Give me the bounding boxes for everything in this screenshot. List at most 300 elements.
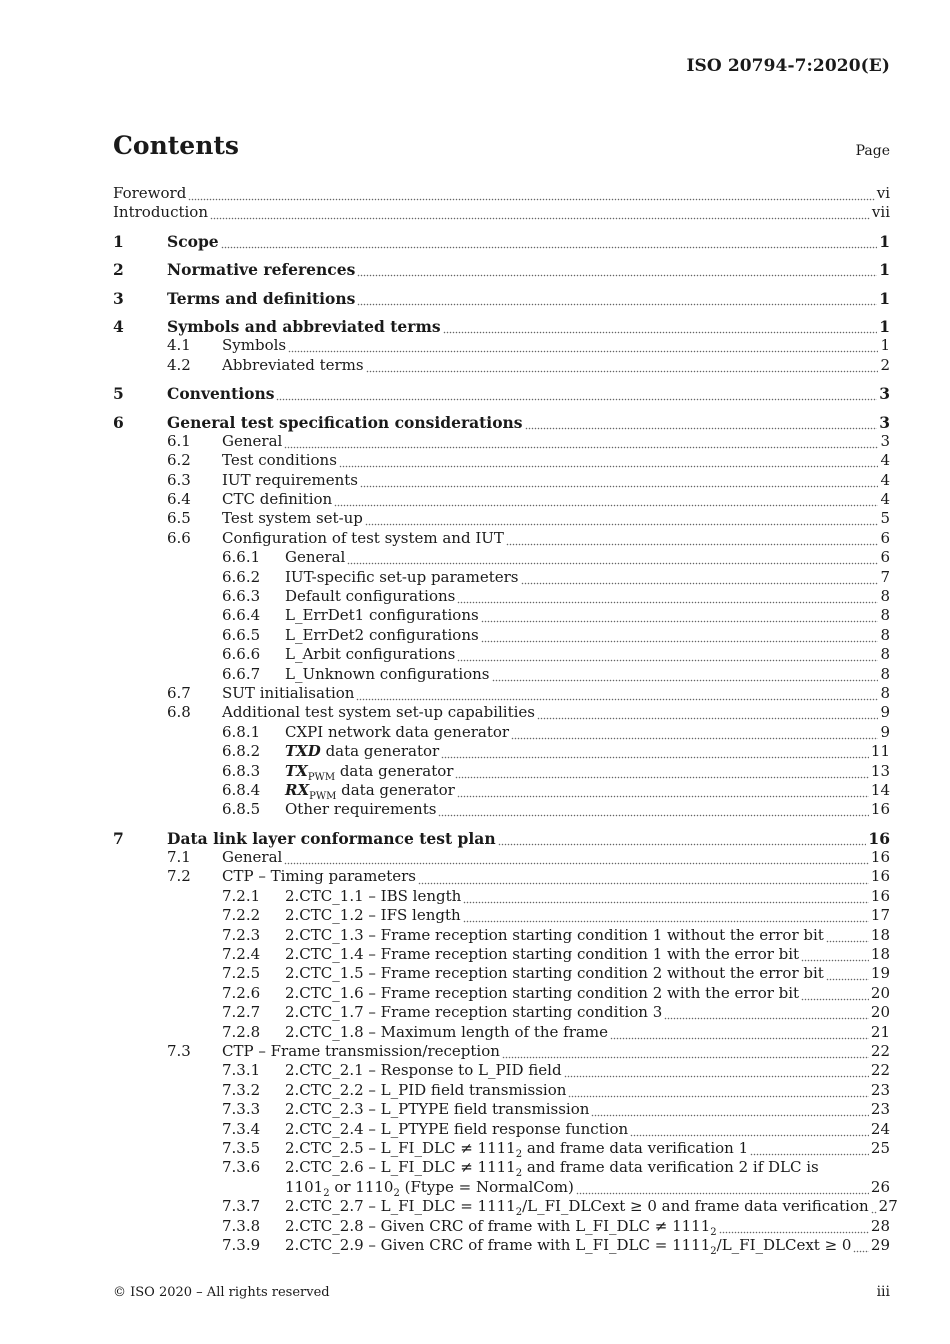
page-column-label: Page bbox=[855, 143, 890, 159]
section-number: 6.8.5 bbox=[222, 800, 261, 819]
toc-entry[interactable] bbox=[113, 626, 890, 645]
leader-dots bbox=[481, 606, 879, 625]
title-text: and frame data verification 1 bbox=[522, 1138, 749, 1157]
toc-entry[interactable] bbox=[113, 781, 890, 800]
toc-entry-title: General test specification considerations bbox=[167, 412, 523, 432]
toc-entry[interactable] bbox=[113, 723, 890, 742]
section-number: 6.6.7 bbox=[222, 664, 261, 683]
toc-entry[interactable] bbox=[113, 762, 890, 781]
toc-page-number: 1 bbox=[879, 231, 890, 251]
title-text: data generator bbox=[335, 761, 454, 780]
leader-dots bbox=[334, 490, 878, 509]
leader-dots bbox=[284, 432, 878, 451]
leader-dots bbox=[511, 723, 878, 742]
toc-page-number: 9 bbox=[880, 703, 890, 722]
toc-page-number: 20 bbox=[870, 1003, 890, 1022]
toc-entry-title: 2.CTC_1.7 – Frame reception starting condition 3 bbox=[285, 1003, 663, 1022]
subscript: PWM bbox=[307, 771, 336, 783]
leader-dots bbox=[366, 356, 879, 375]
toc-entry[interactable] bbox=[113, 232, 890, 251]
toc-entry[interactable] bbox=[113, 645, 890, 664]
toc-page-number: 18 bbox=[870, 945, 890, 964]
toc-entry[interactable] bbox=[113, 906, 890, 925]
toc-entry-number bbox=[113, 1081, 285, 1100]
toc-page-number: 23 bbox=[870, 1080, 890, 1099]
toc-page-number: 5 bbox=[880, 509, 890, 528]
leader-dots bbox=[284, 848, 869, 867]
toc-entry-title bbox=[285, 762, 453, 781]
toc-page-number: 4 bbox=[880, 451, 890, 470]
title-text: and frame data verification 2 if DLC is bbox=[522, 1158, 819, 1177]
section-number: 7.3.7 bbox=[222, 1197, 261, 1216]
toc-page-number: 20 bbox=[870, 983, 890, 1002]
toc-entry-number bbox=[113, 665, 285, 684]
leader-dots bbox=[347, 548, 878, 567]
section-number: 4.1 bbox=[167, 336, 191, 355]
toc-entry[interactable] bbox=[113, 1158, 890, 1197]
toc-entry-title: L_ErrDet1 configurations bbox=[285, 606, 479, 625]
leader-dots bbox=[356, 684, 878, 703]
toc-entry-number bbox=[113, 945, 285, 964]
toc-page-number: 16 bbox=[868, 828, 890, 848]
toc-entry-number bbox=[113, 317, 167, 336]
section-number: 7.2.1 bbox=[222, 886, 261, 905]
toc-page-number: 18 bbox=[870, 925, 890, 944]
leader-dots bbox=[537, 703, 878, 722]
toc-entry[interactable] bbox=[113, 1100, 890, 1119]
toc-entry-title bbox=[285, 1197, 869, 1219]
title-text: (Ftype = NormalCom) bbox=[399, 1177, 574, 1196]
toc-entry-title bbox=[285, 1158, 890, 1197]
toc-page-number: 22 bbox=[870, 1061, 890, 1080]
toc-entry[interactable] bbox=[113, 471, 890, 490]
toc-entry-title: Test system set-up bbox=[222, 509, 363, 528]
leader-dots bbox=[339, 451, 879, 470]
toc-entry-number bbox=[113, 471, 222, 490]
section-number: 7.3.2 bbox=[222, 1080, 261, 1099]
title-text: 1101 bbox=[285, 1177, 324, 1196]
toc-entry-title: CTC definition bbox=[222, 490, 333, 509]
toc-entry[interactable] bbox=[113, 945, 890, 964]
leader-dots bbox=[455, 762, 868, 781]
title-text: 2.CTC_2.8 – Given CRC of frame with L_FI_DLC ≠ 1111 bbox=[285, 1216, 711, 1235]
toc-entry[interactable] bbox=[113, 336, 890, 355]
toc-entry-number bbox=[113, 906, 285, 925]
toc-entry-title: 2.CTC_2.3 – L_PTYPE field transmission bbox=[285, 1100, 590, 1119]
title-line-2-text bbox=[285, 1178, 574, 1197]
toc-page-number: 4 bbox=[880, 490, 890, 509]
toc-page-number: 1 bbox=[879, 288, 890, 308]
toc-page-number: 3 bbox=[879, 412, 890, 432]
toc-entry-title: 2.CTC_1.8 – Maximum length of the frame bbox=[285, 1022, 608, 1041]
section-number: 7 bbox=[113, 828, 124, 848]
section-number: 6 bbox=[113, 412, 124, 432]
toc-page-number: 2 bbox=[880, 355, 890, 374]
leader-dots bbox=[457, 587, 878, 606]
toc-page-number: 1 bbox=[880, 336, 890, 355]
toc-page-number: 4 bbox=[880, 470, 890, 489]
toc-entry[interactable] bbox=[113, 868, 890, 887]
subscript: 2 bbox=[710, 1245, 717, 1257]
toc-entry-number bbox=[113, 232, 167, 251]
subscript: 2 bbox=[393, 1187, 400, 1199]
toc-entry[interactable] bbox=[113, 1003, 890, 1022]
toc-entry[interactable] bbox=[113, 742, 890, 761]
toc-entry-title: 2.CTC_1.3 – Frame reception starting condition 1 without the error bit bbox=[285, 925, 824, 944]
title-text: data generator bbox=[320, 742, 440, 761]
leader-dots bbox=[221, 232, 878, 251]
leader-dots bbox=[441, 742, 869, 761]
toc-entry[interactable] bbox=[113, 203, 890, 222]
title-line-2 bbox=[285, 1178, 890, 1197]
toc-entry-title bbox=[285, 1236, 851, 1255]
toc-page-number: 1 bbox=[879, 316, 890, 336]
subscript: PWM bbox=[309, 790, 337, 802]
toc-entry-number bbox=[113, 964, 285, 983]
title-text: 2.CTC_2.7 – L_FI_DLC = 1111 bbox=[285, 1197, 516, 1216]
toc-entry[interactable] bbox=[113, 926, 890, 945]
section-number: 5 bbox=[113, 384, 124, 404]
toc-entry[interactable] bbox=[113, 1120, 890, 1139]
leader-dots bbox=[498, 829, 867, 848]
section-number: 4.2 bbox=[167, 355, 191, 374]
section-number: 7.2.3 bbox=[222, 925, 261, 944]
section-number: 6.3 bbox=[167, 470, 191, 489]
toc-entry[interactable] bbox=[113, 848, 890, 867]
toc-entry[interactable] bbox=[113, 548, 890, 567]
toc-page-number: 8 bbox=[880, 625, 890, 644]
toc-entry[interactable] bbox=[113, 984, 890, 1003]
contents-title: Contents bbox=[113, 131, 240, 160]
toc-entry[interactable] bbox=[113, 587, 890, 606]
toc-entry-title: 2.CTC_1.5 – Frame reception starting condition 2 without the error bit bbox=[285, 964, 824, 983]
signal-name: TX bbox=[285, 761, 308, 780]
section-number: 6.1 bbox=[167, 431, 191, 450]
leader-dots bbox=[288, 336, 878, 355]
toc-entry-number bbox=[113, 1236, 285, 1255]
toc-entry-number bbox=[113, 606, 285, 625]
section-number: 7.2.7 bbox=[222, 1003, 261, 1022]
toc-entry-number bbox=[113, 723, 285, 742]
section-number: 7.3 bbox=[167, 1042, 191, 1060]
subscript: 2 bbox=[710, 1226, 717, 1238]
title-text: /L_FI_DLCext ≥ 0 bbox=[716, 1235, 852, 1254]
leader-dots bbox=[360, 471, 878, 490]
leader-dots bbox=[568, 1081, 869, 1100]
section-number: 6.4 bbox=[167, 490, 191, 509]
section-number: 7.3.3 bbox=[222, 1100, 261, 1119]
toc-entry-number bbox=[113, 529, 222, 548]
subscript: 2 bbox=[515, 1207, 523, 1219]
toc-entry-title: Introduction bbox=[113, 203, 208, 222]
toc-entry-title: 2.CTC_2.4 – L_PTYPE field response function bbox=[285, 1119, 629, 1138]
toc-entry-number bbox=[113, 1217, 285, 1236]
toc-entry-number bbox=[113, 984, 285, 1003]
leader-dots bbox=[357, 289, 877, 308]
toc-entry-title: Abbreviated terms bbox=[222, 355, 364, 374]
toc-entry[interactable] bbox=[113, 684, 890, 703]
toc-page-number: 6 bbox=[880, 528, 890, 547]
toc-page-number: 16 bbox=[870, 886, 890, 905]
toc-page-number: 3 bbox=[880, 431, 890, 450]
toc-entry-title: IUT requirements bbox=[222, 470, 358, 489]
toc-page-number: 26 bbox=[870, 1177, 890, 1196]
leader-dots bbox=[630, 1120, 869, 1139]
section-number: 7.2.2 bbox=[222, 906, 261, 925]
section-number: 6.6 bbox=[167, 528, 191, 547]
toc-page-number: 13 bbox=[870, 761, 890, 780]
toc-entry-number bbox=[113, 587, 285, 606]
toc-entry[interactable] bbox=[113, 432, 890, 451]
toc-entry-number bbox=[113, 800, 285, 819]
section-number: 7.3.5 bbox=[222, 1138, 261, 1157]
toc-entry-title bbox=[285, 742, 439, 761]
toc-page-number: 17 bbox=[870, 906, 890, 925]
toc-entry-title: 2.CTC_1.1 – IBS length bbox=[285, 886, 462, 905]
section-number: 7.2 bbox=[167, 867, 191, 886]
section-number: 3 bbox=[113, 288, 124, 308]
leader-dots bbox=[457, 781, 869, 800]
leader-dots bbox=[525, 413, 878, 432]
subscript: 2 bbox=[323, 1187, 330, 1199]
toc-entry[interactable] bbox=[113, 665, 890, 684]
leader-dots bbox=[506, 529, 879, 548]
toc-entry-title: Other requirements bbox=[285, 800, 437, 819]
toc-entry-title: L_ErrDet2 configurations bbox=[285, 625, 479, 644]
toc-entry-number bbox=[113, 568, 285, 587]
section-number: 6.6.5 bbox=[222, 625, 261, 644]
toc-page-number: 25 bbox=[870, 1138, 890, 1157]
toc-entry-title: Conventions bbox=[167, 384, 275, 404]
toc-entry[interactable] bbox=[113, 529, 890, 548]
leader-dots bbox=[801, 945, 869, 964]
section-number: 7.2.8 bbox=[222, 1022, 261, 1041]
toc-page-number: 29 bbox=[870, 1235, 890, 1254]
leader-dots bbox=[357, 260, 877, 279]
toc-entry-title: Test conditions bbox=[222, 451, 337, 470]
section-number: 7.3.8 bbox=[222, 1216, 261, 1235]
toc-entry[interactable] bbox=[113, 703, 890, 722]
leader-dots bbox=[418, 868, 869, 887]
toc-entry[interactable] bbox=[113, 1139, 890, 1158]
toc-entry-title: General bbox=[222, 848, 283, 867]
leader-dots bbox=[664, 1003, 869, 1022]
toc-entry-number bbox=[113, 413, 167, 432]
toc-entry[interactable] bbox=[113, 1061, 890, 1080]
toc-entry-number bbox=[113, 289, 167, 308]
signal-name: TXD bbox=[285, 742, 321, 761]
toc-entry-number bbox=[113, 887, 285, 906]
toc-entry-title: Terms and definitions bbox=[167, 288, 356, 308]
leader-dots bbox=[719, 1217, 869, 1236]
toc-entry-title: Scope bbox=[167, 231, 219, 251]
toc-entry[interactable] bbox=[113, 356, 890, 375]
section-number: 7.2.5 bbox=[222, 964, 261, 983]
toc-entry-title bbox=[285, 781, 455, 800]
toc-entry-number bbox=[113, 829, 167, 848]
toc-entry-title: Configuration of test system and IUT bbox=[222, 528, 504, 547]
toc-page-number: 7 bbox=[880, 567, 890, 586]
leader-dots bbox=[871, 1197, 877, 1216]
toc-page-number: 1 bbox=[879, 260, 890, 280]
section-number: 6.5 bbox=[167, 509, 191, 528]
section-number: 7.3.9 bbox=[222, 1235, 261, 1254]
page-number: iii bbox=[876, 1284, 890, 1300]
toc-entry-number bbox=[113, 384, 167, 403]
toc-entry[interactable] bbox=[113, 829, 890, 848]
section-number: 6.7 bbox=[167, 683, 191, 702]
section-number: 6.8.2 bbox=[222, 742, 261, 761]
toc-page-number: 27 bbox=[878, 1197, 898, 1216]
toc-entry[interactable] bbox=[113, 384, 890, 403]
toc-entry-title: Normative references bbox=[167, 260, 356, 280]
toc-entry-number bbox=[113, 509, 222, 528]
subscript: 2 bbox=[515, 1168, 523, 1180]
section-number: 2 bbox=[113, 260, 124, 280]
leader-dots bbox=[750, 1139, 869, 1158]
toc-entry[interactable] bbox=[113, 887, 890, 906]
leader-dots bbox=[591, 1100, 869, 1119]
section-number: 4 bbox=[113, 316, 124, 336]
title-text: data generator bbox=[336, 780, 455, 799]
signal-name: RX bbox=[285, 780, 310, 799]
toc-page-number: 22 bbox=[870, 1042, 890, 1060]
toc-page-number: 16 bbox=[870, 867, 890, 886]
leader-dots bbox=[521, 568, 879, 587]
toc-entry-number bbox=[113, 1197, 285, 1216]
toc-entry-number bbox=[113, 926, 285, 945]
toc-entry-number bbox=[113, 626, 285, 645]
toc-entry-number bbox=[113, 1120, 285, 1139]
toc-entry-number bbox=[113, 684, 222, 703]
subscript: 2 bbox=[515, 1148, 523, 1160]
section-number: 7.1 bbox=[167, 848, 191, 867]
toc-entry[interactable] bbox=[113, 509, 890, 528]
toc-entry-title: CTP – Frame transmission/reception bbox=[222, 1042, 500, 1060]
toc-entry-title bbox=[285, 1217, 717, 1236]
title-text: or 1110 bbox=[329, 1177, 394, 1196]
section-number: 7.3.1 bbox=[222, 1061, 261, 1080]
toc-entry[interactable] bbox=[113, 317, 890, 336]
toc-entry-title bbox=[285, 1139, 748, 1158]
toc-entry[interactable] bbox=[113, 1042, 890, 1061]
toc-entry-title: General bbox=[222, 431, 283, 450]
toc-entry-number bbox=[113, 451, 222, 470]
toc-entry-title: 2.CTC_1.4 – Frame reception starting condition 1 with the error bit bbox=[285, 945, 800, 964]
toc-entry-number bbox=[113, 1003, 285, 1022]
toc-entry-title: IUT-specific set-up parameters bbox=[285, 567, 519, 586]
leader-dots bbox=[826, 926, 869, 945]
toc-page-number: 8 bbox=[880, 683, 890, 702]
toc-entry[interactable] bbox=[113, 1023, 890, 1042]
section-number: 6.6.1 bbox=[222, 548, 261, 567]
section-number: 6.8.3 bbox=[222, 761, 261, 780]
leader-dots bbox=[463, 906, 869, 925]
toc-entry-number bbox=[113, 645, 285, 664]
toc-entry-title: CXPI network data generator bbox=[285, 722, 510, 741]
section-number: 6.6.4 bbox=[222, 606, 261, 625]
toc-page-number: 23 bbox=[870, 1100, 890, 1119]
toc-entry[interactable] bbox=[113, 606, 890, 625]
toc-entry-title: L_Unknown configurations bbox=[285, 664, 490, 683]
leader-dots bbox=[481, 626, 879, 645]
title-text: 2.CTC_2.6 – L_FI_DLC ≠ 1111 bbox=[285, 1158, 516, 1177]
toc-entry[interactable] bbox=[113, 451, 890, 470]
toc-entry[interactable] bbox=[113, 964, 890, 983]
leader-dots bbox=[210, 203, 870, 222]
toc-entry-number bbox=[113, 490, 222, 509]
toc-entry-number bbox=[113, 336, 222, 355]
toc-entry-number bbox=[113, 548, 285, 567]
toc-page-number: 8 bbox=[880, 664, 890, 683]
leader-dots bbox=[801, 984, 869, 1003]
section-number: 6.8.4 bbox=[222, 780, 261, 799]
toc-entry-number bbox=[113, 432, 222, 451]
toc-entry[interactable] bbox=[113, 800, 890, 819]
toc-entry-number bbox=[113, 742, 285, 761]
toc-entry-number bbox=[113, 1042, 222, 1061]
toc-entry[interactable] bbox=[113, 413, 890, 432]
toc-entry-title: 2.CTC_1.2 – IFS length bbox=[285, 906, 461, 925]
toc-entry[interactable] bbox=[113, 1197, 898, 1219]
copyright-footer: © ISO 2020 – All rights reserved bbox=[113, 1285, 330, 1300]
toc-entry[interactable] bbox=[113, 490, 890, 509]
toc-entry-title: Data link layer conformance test plan bbox=[167, 828, 496, 848]
toc-entry[interactable] bbox=[113, 289, 890, 308]
leader-dots bbox=[276, 384, 877, 403]
toc-entry-title: 2.CTC_2.1 – Response to L_PID field bbox=[285, 1061, 562, 1080]
toc-entry-title: SUT initialisation bbox=[222, 683, 355, 702]
toc-entry-title: Foreword bbox=[113, 183, 187, 202]
toc-entry-number bbox=[113, 762, 285, 781]
title-line-1 bbox=[285, 1158, 890, 1180]
toc-page-number: 14 bbox=[870, 780, 890, 799]
toc-entry-title: Default configurations bbox=[285, 587, 456, 606]
section-number: 7.2.6 bbox=[222, 983, 261, 1002]
leader-dots bbox=[438, 800, 868, 819]
section-number: 7.3.6 bbox=[222, 1158, 261, 1177]
leader-dots bbox=[564, 1061, 869, 1080]
toc-entry[interactable] bbox=[113, 184, 890, 203]
section-number: 6.6.6 bbox=[222, 645, 261, 664]
leader-dots bbox=[492, 665, 879, 684]
toc-page-number: 3 bbox=[879, 384, 890, 404]
title-text: /L_FI_DLCext ≥ 0 and frame data verification bbox=[522, 1197, 869, 1216]
toc-entry-number bbox=[113, 848, 222, 867]
toc-page-number: 8 bbox=[880, 587, 890, 606]
section-number: 7.2.4 bbox=[222, 945, 261, 964]
leader-dots bbox=[610, 1023, 869, 1042]
section-number: 6.8.1 bbox=[222, 722, 261, 741]
toc-entry-title: CTP – Timing parameters bbox=[222, 867, 416, 886]
toc-entry[interactable] bbox=[113, 568, 890, 587]
toc-entry[interactable] bbox=[113, 260, 890, 279]
toc-entry[interactable] bbox=[113, 1081, 890, 1100]
toc-entry-title: General bbox=[285, 548, 346, 567]
section-number: 6.2 bbox=[167, 451, 191, 470]
toc-entry[interactable] bbox=[113, 1236, 890, 1255]
standard-identifier: ISO 20794-7:2020(E) bbox=[686, 56, 890, 76]
leader-dots bbox=[576, 1178, 869, 1197]
toc-entry-number bbox=[113, 1139, 285, 1158]
section-number: 6.6.2 bbox=[222, 567, 261, 586]
toc-entry[interactable] bbox=[113, 1217, 890, 1236]
leader-dots bbox=[853, 1236, 868, 1255]
toc-entry-number bbox=[113, 1100, 285, 1119]
toc-entry-number bbox=[113, 781, 285, 800]
section-number: 6.6.3 bbox=[222, 587, 261, 606]
section-number: 6.8 bbox=[167, 703, 191, 722]
